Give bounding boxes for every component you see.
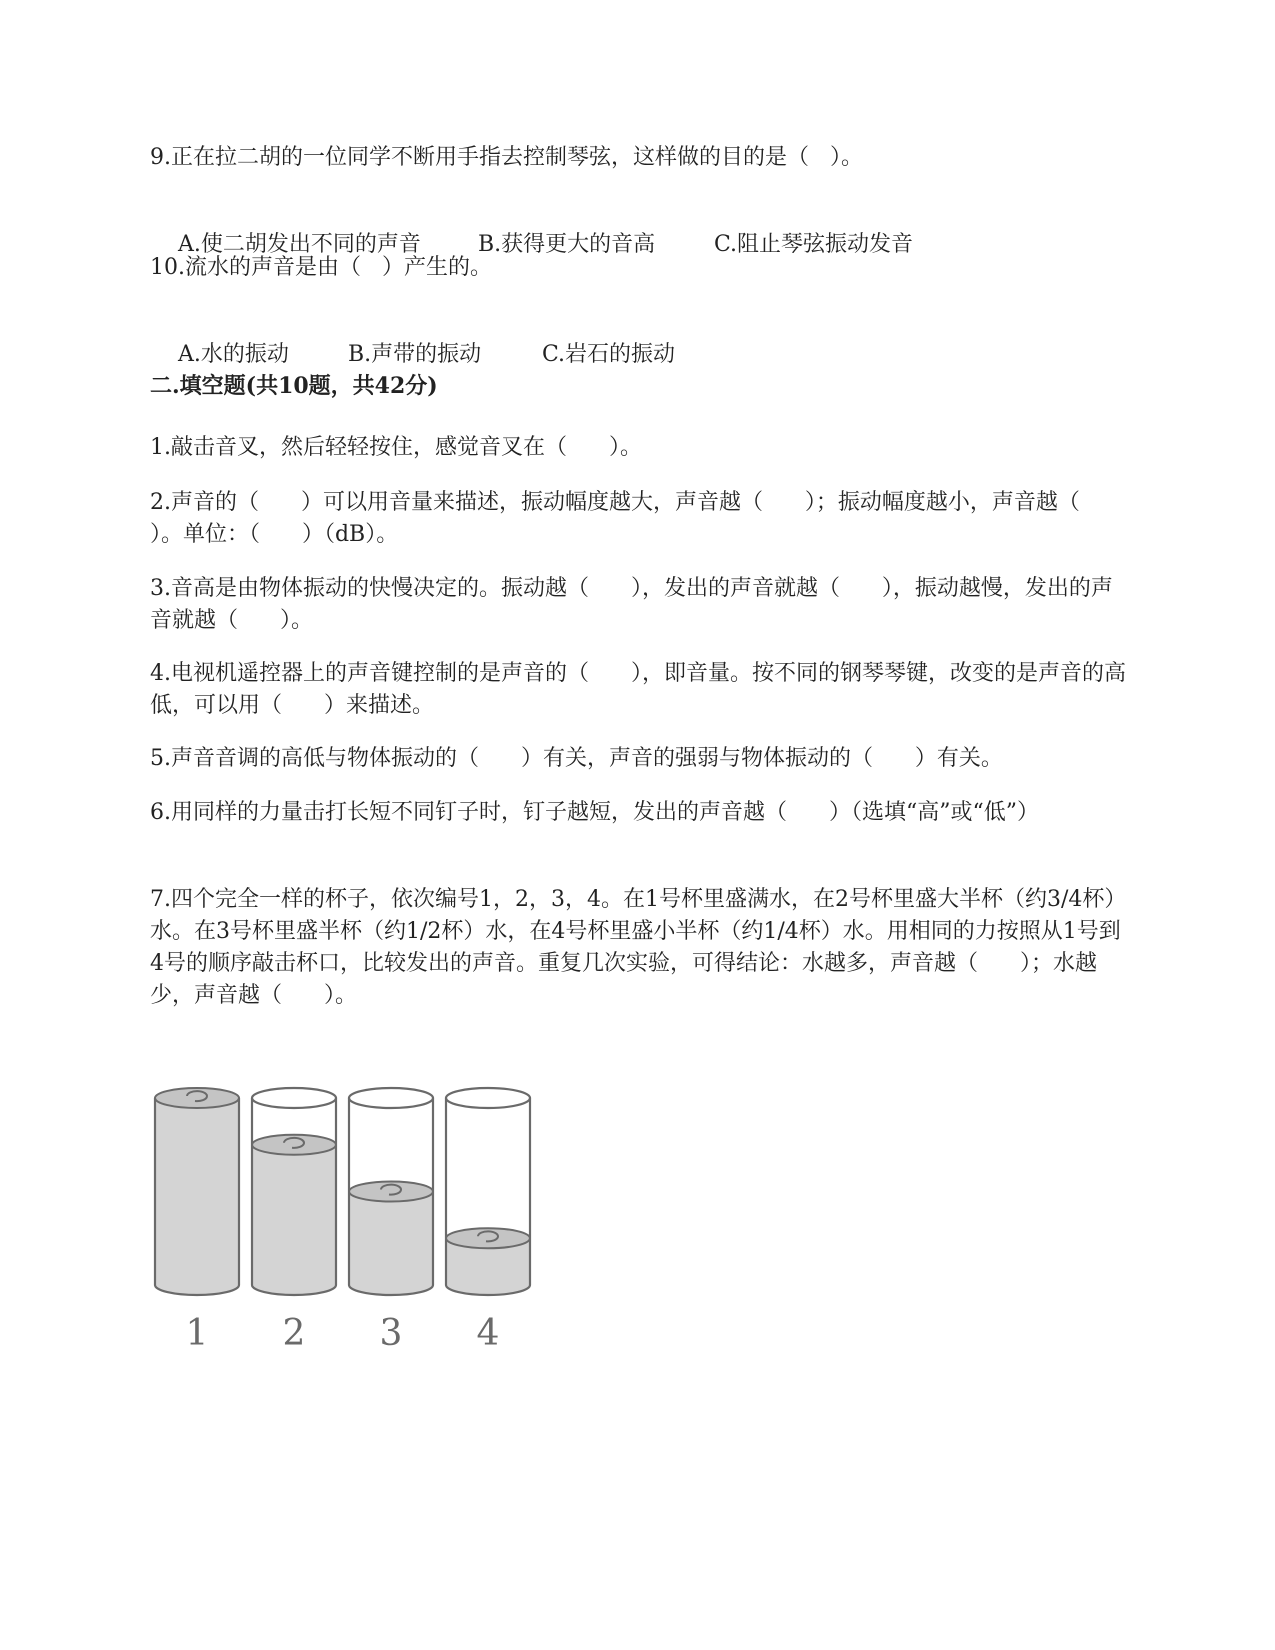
cups-figure xyxy=(150,1080,570,1360)
cup-water xyxy=(155,1098,239,1295)
cup-3 xyxy=(349,1088,433,1354)
cup-rim xyxy=(349,1088,433,1108)
cup-water xyxy=(252,1145,336,1295)
fill-question-3: 3.音高是由物体振动的快慢决定的。振动越（ ），发出的声音就越（ ），振动越慢，发出的声音就越（ ）。 xyxy=(150,576,1113,633)
cup-label: 2 xyxy=(282,1313,306,1354)
fill-question-1: 1.敲击音叉，然后轻轻按住，感觉音叉在（ ）。 xyxy=(150,435,642,460)
option-a: A.使二胡发出不同的声音 xyxy=(177,232,421,257)
section-title: 二.填空题(共10题，共42分) xyxy=(150,373,438,399)
option-a: A.水的振动 xyxy=(177,342,289,367)
question-10: 10.流水的声音是由（ ）产生的。 xyxy=(150,255,492,280)
cup-label: 4 xyxy=(476,1313,500,1354)
cup-4 xyxy=(446,1088,530,1354)
option-c: C.岩石的振动 xyxy=(541,342,676,367)
cup-water xyxy=(349,1192,433,1296)
cup-rim xyxy=(446,1088,530,1108)
cup-2 xyxy=(252,1088,336,1354)
fill-question-7: 7.四个完全一样的杯子，依次编号1，2，3，4。在1号杯里盛满水，在2号杯里盛大半杯（约3/4杯）水。在3号杯里盛半杯（约1/2杯）水，在4号杯里盛小半杯（约1/4杯）水。用相同的力按照从1号到4号的顺序敲击杯口，比较发出的声音。重复几次实验，可得结论：水越多，声音越（ ）；水越少，声音越（ ）。 xyxy=(150,887,1127,1008)
option-b: B.获得更大的音高 xyxy=(477,232,656,257)
question-9: 9.正在拉二胡的一位同学不断用手指去控制琴弦，这样做的目的是（ ）。 xyxy=(150,145,863,170)
cup-1 xyxy=(155,1088,239,1354)
cup-label: 3 xyxy=(379,1313,403,1354)
cup-label: 1 xyxy=(185,1313,209,1354)
fill-question-6: 6.用同样的力量击打长短不同钉子时，钉子越短，发出的声音越（ ）（选填“高”或“低”） xyxy=(150,800,1039,825)
option-b: B.声带的振动 xyxy=(347,342,482,367)
cup-rim xyxy=(252,1088,336,1108)
fill-question-5: 5.声音音调的高低与物体振动的（ ）有关，声音的强弱与物体振动的（ ）有关。 xyxy=(150,746,1003,771)
fill-question-2: 2.声音的（ ）可以用音量来描述，振动幅度越大，声音越（ ）；振动幅度越小，声音越（ ）。单位：（ ）（dB）。 xyxy=(150,490,1122,547)
fill-question-4: 4.电视机遥控器上的声音键控制的是声音的（ ），即音量。按不同的钢琴琴键，改变的是声音的高低，可以用（ ）来描述。 xyxy=(150,661,1126,718)
option-c: C.阻止琴弦振动发音 xyxy=(713,232,914,257)
